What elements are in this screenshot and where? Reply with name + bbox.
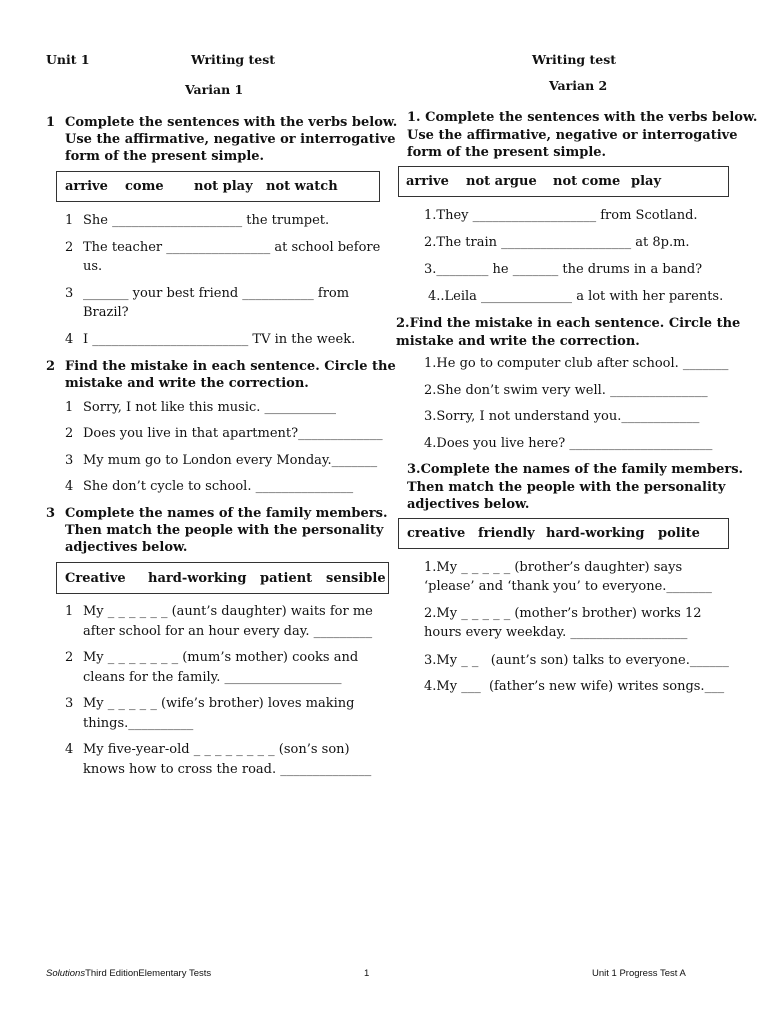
- right-q2-item: 2.She don’t swim very well. _______________: [424, 383, 708, 398]
- right-q1-word: not argue: [466, 174, 537, 189]
- right-q2-item: 4.Does you live here? ______________________: [424, 436, 713, 451]
- item-number: 3: [65, 453, 74, 468]
- left-q3-number: 3: [46, 506, 56, 521]
- item-text: I ________________________ TV in the week.: [83, 332, 356, 347]
- left-q1-word: come: [125, 179, 164, 194]
- item-number: 2: [65, 426, 74, 441]
- right-q3-item: [424, 558, 712, 596]
- right-q1-word: play: [631, 174, 662, 189]
- item-text: My _ _ _ _ _ _ _ (mum’s mother) cooks and: [83, 650, 359, 665]
- right-q3-line2: Then match the people with the personality: [407, 479, 726, 495]
- left-title: Writing test: [191, 52, 276, 67]
- right-q2-item: 3.Sorry, I not understand you.____________: [424, 409, 700, 424]
- left-q3-word: hard-working: [148, 570, 247, 586]
- right-q3-item: 4.My ___ (father’s new wife) writes songs.___: [424, 679, 725, 694]
- left-q1-number: 1: [46, 115, 56, 130]
- left-q1-word: not watch: [266, 179, 338, 194]
- left-q2-number: 2: [46, 359, 56, 374]
- footer-brand: Solutions: [46, 968, 86, 979]
- left-q3-word: Creative: [65, 570, 126, 586]
- item-text: Does you live in that apartment?_____________: [83, 426, 383, 441]
- footer-test-name: Unit 1 Progress Test A: [592, 968, 686, 979]
- item-text: Brazil?: [83, 305, 129, 320]
- left-q1-word: arrive: [65, 179, 108, 194]
- item-text: ‘please’ and ‘thank you’ to everyone._______: [424, 579, 712, 594]
- item-number: 1: [65, 400, 74, 415]
- item-text: hours every weekday. __________________: [424, 625, 688, 640]
- left-q2-line2: mistake and write the correction.: [65, 376, 309, 391]
- left-q3-word: patient: [260, 570, 313, 586]
- item-text: My mum go to London every Monday._______: [83, 453, 378, 468]
- right-q3-word: polite: [658, 526, 700, 541]
- right-q2-line2: mistake and write the correction.: [396, 333, 640, 349]
- page-number: 1: [364, 968, 370, 979]
- item-text: knows how to cross the road. ______________: [83, 762, 372, 777]
- right-q1-line1: 1. Complete the sentences with the verbs below.: [407, 110, 758, 125]
- right-title: Writing test: [532, 52, 617, 67]
- left-q3-line3: adjectives below.: [65, 540, 188, 555]
- unit-label: Unit 1: [46, 52, 90, 67]
- right-q1-item: 4..Leila ______________ a lot with her parents.: [428, 289, 724, 304]
- left-q3-word-box: [56, 562, 389, 594]
- item-text: _______ your best friend ___________ from: [83, 286, 350, 301]
- left-q3-line1: Complete the names of the family members.: [65, 506, 388, 521]
- right-q3-word: creative: [407, 526, 466, 541]
- item-text: after school for an hour every day. _________: [83, 624, 373, 639]
- right-q1-item: 1.They ___________________ from Scotland.: [424, 208, 698, 223]
- right-q3-item: 3.My _ _ (aunt’s son) talks to everyone.______: [424, 653, 729, 668]
- footer-edition: [46, 968, 211, 979]
- item-number: 3: [65, 696, 74, 711]
- item-number: 4: [65, 332, 74, 347]
- left-q2-line1: Find the mistake in each sentence. Circle the: [65, 359, 396, 374]
- item-number: 2: [65, 650, 74, 665]
- item-text: things.__________: [83, 716, 194, 731]
- item-number: 2: [65, 240, 74, 255]
- left-q1-line3: form of the present simple.: [65, 149, 265, 164]
- footer-edition-text: Third EditionElementary Tests: [85, 968, 212, 979]
- right-q3-word: hard-working: [546, 526, 645, 541]
- left-q3-word: sensible: [326, 570, 386, 586]
- right-q1-item: 2.The train ____________________ at 8p.m.: [424, 235, 690, 250]
- right-q1-item: 3.________ he _______ the drums in a band?: [424, 262, 703, 277]
- item-text: My _ _ _ _ _ _ (aunt’s daughter) waits for me: [83, 604, 373, 619]
- right-q1-word: arrive: [406, 174, 449, 189]
- left-variant: Varian 1: [185, 82, 244, 97]
- item-number: 1: [65, 213, 74, 228]
- left-q1-line1: Complete the sentences with the verbs below.: [65, 115, 398, 130]
- item-text: The teacher ________________ at school before: [83, 240, 381, 255]
- right-q3-line3: adjectives below.: [407, 497, 530, 512]
- item-text: Sorry, I not like this music. ___________: [83, 400, 337, 415]
- item-text: 2.My _ _ _ _ _ (mother’s brother) works 12: [424, 606, 702, 621]
- right-q3-line1: 3.Complete the names of the family members.: [407, 462, 744, 477]
- right-q2-line1: 2.Find the mistake in each sentence. Circle the: [396, 316, 741, 331]
- item-text: My five-year-old _ _ _ _ _ _ _ _ (son’s son): [83, 742, 350, 757]
- left-q1-word-box: [56, 171, 380, 202]
- item-text: 1.My _ _ _ _ _ (brother’s daughter) says: [424, 560, 683, 575]
- left-q1-word: not play: [194, 179, 253, 194]
- right-q3-instructions: [407, 461, 743, 514]
- item-text: cleans for the family. __________________: [83, 670, 342, 685]
- right-q2-item: 1.He go to computer club after school. _______: [424, 356, 729, 371]
- right-q3-item: [424, 604, 701, 642]
- left-q3-line2: Then match the people with the personality: [65, 523, 384, 538]
- right-q1-line3: form of the present simple.: [407, 145, 607, 160]
- item-text: She ____________________ the trumpet.: [83, 213, 330, 228]
- left-q1-line2: Use the affirmative, negative or interrogative: [65, 132, 396, 147]
- item-number: 1: [65, 604, 74, 619]
- right-q1-word: not come: [553, 174, 621, 189]
- item-number: 4: [65, 479, 74, 494]
- right-q3-word: friendly: [478, 526, 535, 541]
- item-text: My _ _ _ _ _ (wife’s brother) loves making: [83, 696, 355, 711]
- item-number: 4: [65, 742, 74, 757]
- item-text: She don’t cycle to school. _______________: [83, 479, 354, 494]
- item-text: us.: [83, 259, 103, 274]
- right-q1-word-box: [398, 166, 729, 197]
- right-variant: Varian 2: [549, 78, 608, 93]
- right-q2-instructions: [396, 315, 740, 350]
- item-number: 3: [65, 286, 74, 301]
- right-q3-word-box: [398, 518, 729, 549]
- right-q1-instructions: [407, 109, 757, 162]
- right-q1-line2: Use the affirmative, negative or interrogative: [407, 127, 738, 143]
